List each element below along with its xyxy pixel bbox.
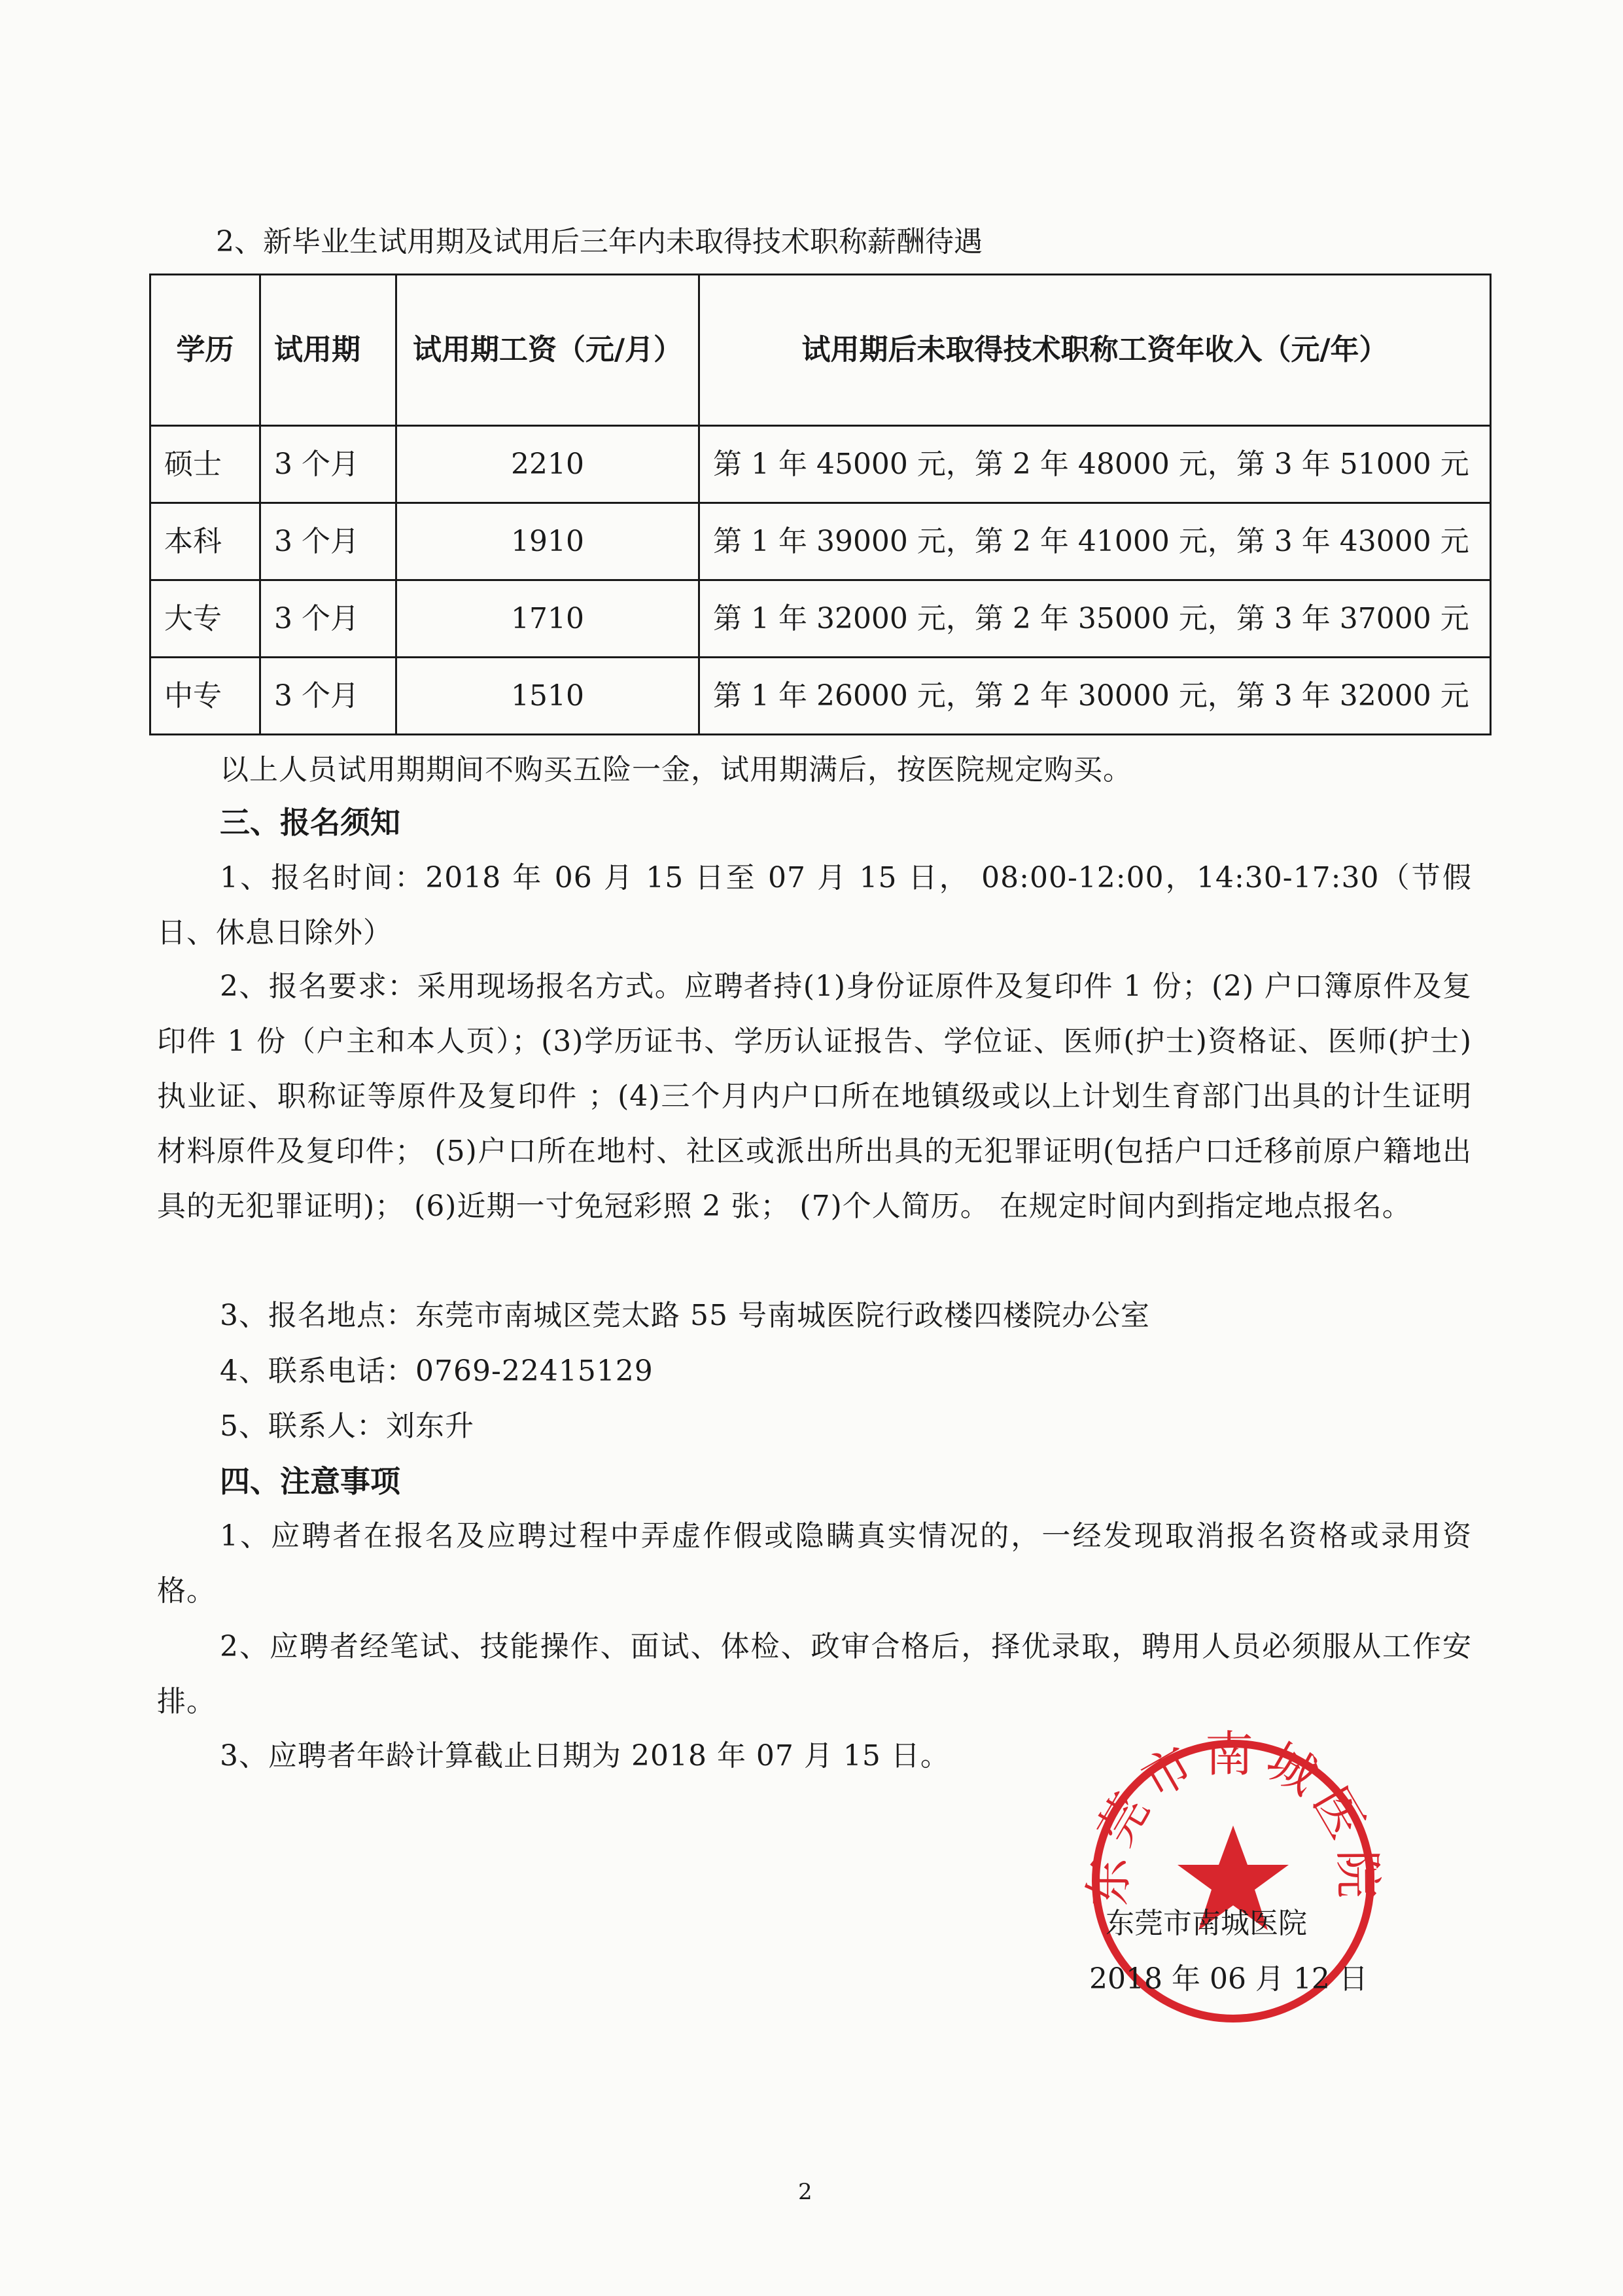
header-education: 学历 — [150, 275, 260, 426]
cell-probation: 3 个月 — [260, 580, 396, 658]
section-3-title: 三、报名须知 — [220, 805, 400, 840]
table-row — [150, 658, 1491, 735]
table-row — [150, 426, 1491, 503]
cell-education: 硕士 — [150, 426, 260, 503]
table-row — [150, 503, 1491, 580]
cell-wage: 2210 — [396, 426, 699, 503]
section-4-item-1: 1、应聘者在报名及应聘过程中弄虚作假或隐瞒真实情况的，一经发现取消报名资格或录用资格。 — [157, 1519, 1472, 1608]
section-2-title: 2、新毕业生试用期及试用后三年内未取得技术职称薪酬待遇 — [216, 225, 983, 258]
section-3-item-5: 5、联系人：刘东升 — [220, 1409, 474, 1443]
cell-wage: 1710 — [396, 580, 699, 658]
cell-education: 大专 — [150, 580, 260, 658]
header-probation-wage: 试用期工资（元/月） — [396, 275, 699, 426]
table-header-row — [150, 275, 1491, 426]
header-annual-income: 试用期后未取得技术职称工资年收入（元/年） — [699, 275, 1491, 426]
cell-education: 本科 — [150, 503, 260, 580]
section-4-item-2: 2、应聘者经笔试、技能操作、面试、体检、政审合格后，择优录取，聘用人员必须服从工作安排。 — [157, 1630, 1472, 1718]
cell-education: 中专 — [150, 658, 260, 735]
section-4-item-3: 3、应聘者年龄计算截止日期为 2018 年 07 月 15 日。 — [220, 1739, 950, 1773]
cell-probation: 3 个月 — [260, 658, 396, 735]
signature-date: 2018 年 06 月 12 日 — [1089, 1962, 1368, 1996]
section-3-item-1: 1、报名时间：2018 年 06 月 15 日至 07 月 15 日， 08:00-12:00，14:30-17:30（节假日、休息日除外） — [157, 861, 1472, 949]
cell-probation: 3 个月 — [260, 426, 396, 503]
signature-org: 东莞市南城医院 — [1106, 1907, 1307, 1940]
cell-probation: 3 个月 — [260, 503, 396, 580]
section-4-title: 四、注意事项 — [220, 1464, 400, 1499]
cell-income: 第 1 年 39000 元，第 2 年 41000 元，第 3 年 43000 元 — [699, 503, 1491, 580]
section-3-item-4: 4、联系电话：0769-22415129 — [220, 1354, 654, 1388]
cell-income: 第 1 年 45000 元，第 2 年 48000 元，第 3 年 51000 元 — [699, 426, 1491, 503]
section-3-item-2: 2、报名要求：采用现场报名方式。应聘者持(1)身份证原件及复印件 1 份；(2) 户口簿原件及复印件 1 份（户主和本人页）；(3)学历证书、学历认证报告、学位证、医师(护士)资格证、医师(护士)执业证、职称证等原件及复印件 ；(4)三个月内户口所在地镇级或以上计划生育部门出具的计生证明材料原件及复印件； (5)户口所在地村、社区或派出所出具的无犯罪证明(包括户口迁移前原户籍地出具的无犯罪证明)； (6)近期一寸免冠彩照 2 张； (7)个人简历。 在规定时间内到指定地点报名。 — [157, 970, 1472, 1223]
salary-table — [149, 274, 1492, 735]
cell-wage: 1510 — [396, 658, 699, 735]
page-number: 2 — [798, 2179, 812, 2205]
cell-income: 第 1 年 26000 元，第 2 年 30000 元，第 3 年 32000 元 — [699, 658, 1491, 735]
header-probation: 试用期 — [260, 275, 396, 426]
cell-wage: 1910 — [396, 503, 699, 580]
section-3-item-3: 3、报名地点：东莞市南城区莞太路 55 号南城医院行政楼四楼院办公室 — [220, 1299, 1150, 1332]
insurance-note: 以上人员试用期期间不购买五险一金，试用期满后，按医院规定购买。 — [220, 753, 1132, 786]
cell-income: 第 1 年 32000 元，第 2 年 35000 元，第 3 年 37000 元 — [699, 580, 1491, 658]
seal-text: 东莞市南城医院 — [1080, 1727, 1386, 1907]
table-row — [150, 580, 1491, 658]
